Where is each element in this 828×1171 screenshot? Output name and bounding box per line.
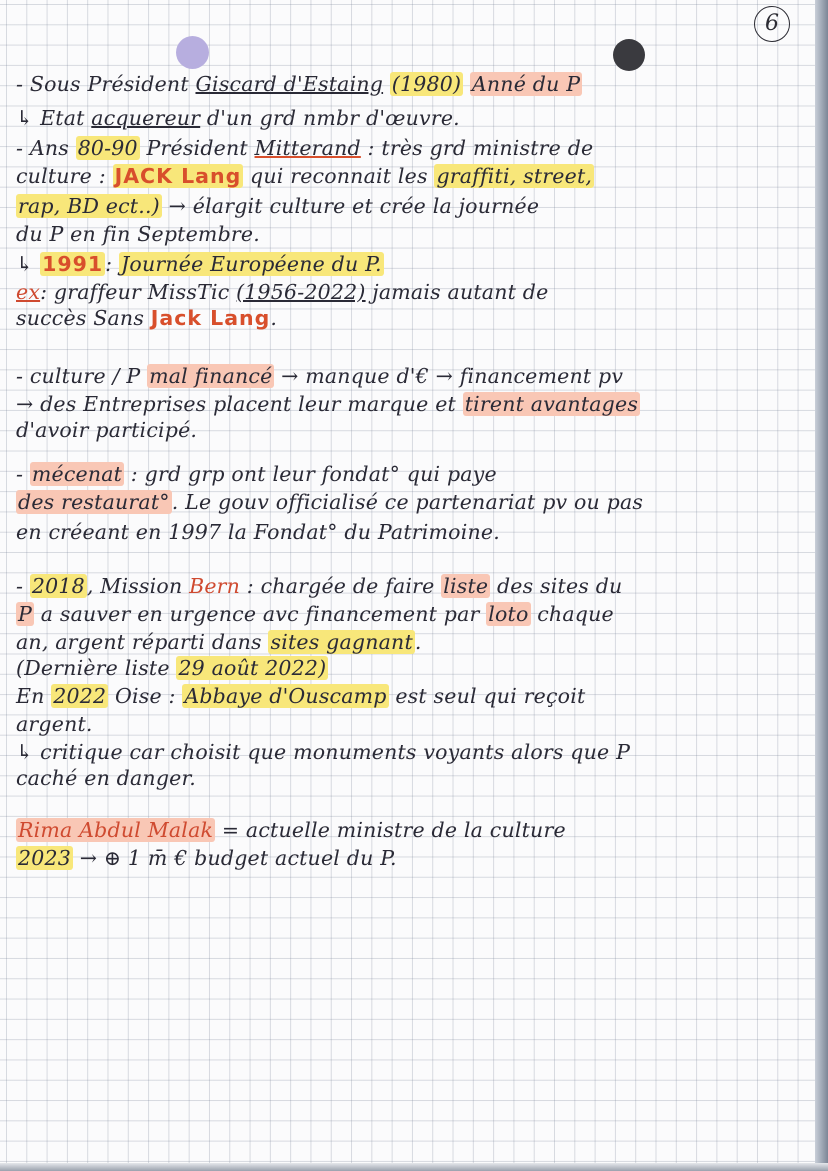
note-line xyxy=(16,684,812,708)
note-text: En xyxy=(16,684,52,708)
note-line xyxy=(16,818,812,842)
note-text: Anné du P xyxy=(471,72,581,96)
note-text: Mitterand xyxy=(254,136,361,160)
page-edge xyxy=(815,0,828,1171)
note-text: Giscard d'Estaing xyxy=(195,72,384,96)
note-text: . xyxy=(414,630,422,654)
note-line xyxy=(16,252,812,276)
note-text: . Le gouv officialisé ce partenariat pv ou pas xyxy=(171,490,644,514)
note-text: , Mission xyxy=(86,574,190,598)
note-text: culture : xyxy=(16,164,113,188)
note-text: Rima Abdul Malak xyxy=(18,818,214,842)
note-line xyxy=(16,490,812,514)
note-text: tirent avantages xyxy=(464,392,639,416)
note-text: → des Entreprises placent leur marque et xyxy=(16,392,463,416)
note-text: 29 août 2022) xyxy=(178,656,327,680)
note-line xyxy=(16,462,812,486)
note-text: - Ans xyxy=(16,136,76,160)
note-text: ↳ critique car choisit que monuments voyants alors que P xyxy=(16,740,631,764)
note-text: : grd grp ont leur fondat° qui paye xyxy=(124,462,497,486)
note-text: 2022 xyxy=(53,684,107,708)
note-text: en créeant en 1997 la Fondat° du Patrimoine. xyxy=(16,520,500,544)
binder-hole-purple xyxy=(176,36,209,69)
note-line xyxy=(16,574,812,598)
note-text: - Sous Président xyxy=(16,72,196,96)
note-text: - xyxy=(16,462,30,486)
note-text: P xyxy=(18,602,32,626)
note-text: Jack Lang xyxy=(150,306,271,330)
note-line xyxy=(16,656,812,680)
note-text: → manque d'€ → financement pv xyxy=(274,364,624,388)
note-text: rap, BD ect..) xyxy=(18,194,160,218)
note-text: liste xyxy=(443,574,489,598)
page-bottom-edge xyxy=(0,1163,828,1171)
note-text: chaque xyxy=(530,602,614,626)
binder-hole-dark xyxy=(613,39,645,71)
note-line xyxy=(16,222,812,246)
note-text: ↳ Etat xyxy=(16,106,92,130)
note-text: → ⊕ 1 m̄ € budget actuel du P. xyxy=(72,846,397,870)
note-text: 2023 xyxy=(18,846,71,870)
note-text xyxy=(463,72,470,96)
note-text: : graffeur MissTic xyxy=(40,280,237,304)
note-text: acquereur xyxy=(91,106,201,130)
note-line xyxy=(16,72,812,96)
note-text: Oise : xyxy=(108,684,183,708)
note-text: Président xyxy=(139,136,255,160)
note-line xyxy=(16,520,812,544)
note-text: ex xyxy=(16,280,41,304)
note-line xyxy=(16,136,812,160)
note-text: (1980) xyxy=(391,72,462,96)
page-number: 6 xyxy=(754,6,790,42)
note-text: 80-90 xyxy=(77,136,138,160)
note-text: est seul qui reçoit xyxy=(388,684,586,708)
note-line xyxy=(16,712,812,736)
note-text: : xyxy=(105,252,119,276)
note-text: → élargit culture et crée la journée xyxy=(161,194,540,218)
note-text: succès Sans xyxy=(16,306,151,330)
note-text: ↳ xyxy=(16,252,41,276)
note-text: JACK Lang xyxy=(114,164,242,188)
note-text: : très grd ministre de xyxy=(360,136,594,160)
note-text: qui reconnait les xyxy=(243,164,435,188)
note-text: an, argent réparti dans xyxy=(16,630,269,654)
note-text: caché en danger. xyxy=(16,766,196,790)
note-text: . xyxy=(270,306,278,330)
note-text: des sites du xyxy=(490,574,623,598)
note-line xyxy=(16,280,812,304)
note-line xyxy=(16,602,812,626)
note-text: mal financé xyxy=(149,364,273,388)
note-line xyxy=(16,766,812,790)
note-text: graffiti, street, xyxy=(436,164,593,188)
note-text: - culture / P xyxy=(16,364,148,388)
note-line xyxy=(16,364,812,388)
note-text: argent. xyxy=(16,712,93,736)
note-text: Bern xyxy=(189,574,241,598)
note-text: 1991 xyxy=(42,252,104,276)
note-text: Journée Européene du P. xyxy=(120,252,382,276)
note-line xyxy=(16,194,812,218)
note-text: Abbaye d'Ouscamp xyxy=(184,684,387,708)
note-text: a sauver en urgence avc financement par xyxy=(34,602,487,626)
note-text: - xyxy=(16,574,30,598)
note-text: : chargée de faire xyxy=(240,574,442,598)
note-line xyxy=(16,306,812,330)
note-line xyxy=(16,106,812,130)
note-line xyxy=(16,418,812,442)
note-text: d'un grd nmbr d'œuvre. xyxy=(200,106,460,130)
note-text: du P en fin Septembre. xyxy=(16,222,260,246)
note-line xyxy=(16,630,812,654)
note-text: mécenat xyxy=(31,462,123,486)
note-text: = actuelle ministre de la culture xyxy=(215,818,566,842)
note-line xyxy=(16,392,812,416)
note-line xyxy=(16,740,812,764)
note-text: sites gagnant xyxy=(270,630,413,654)
note-text: jamais autant de xyxy=(365,280,549,304)
note-text: (1956-2022) xyxy=(236,280,366,304)
note-text: (Dernière liste xyxy=(16,656,177,680)
note-text: 2018 xyxy=(31,574,85,598)
note-text: des restaurat° xyxy=(18,490,170,514)
note-text: loto xyxy=(488,602,529,626)
note-text xyxy=(383,72,390,96)
note-line xyxy=(16,164,812,188)
note-text: d'avoir participé. xyxy=(16,418,198,442)
note-line xyxy=(16,846,812,870)
